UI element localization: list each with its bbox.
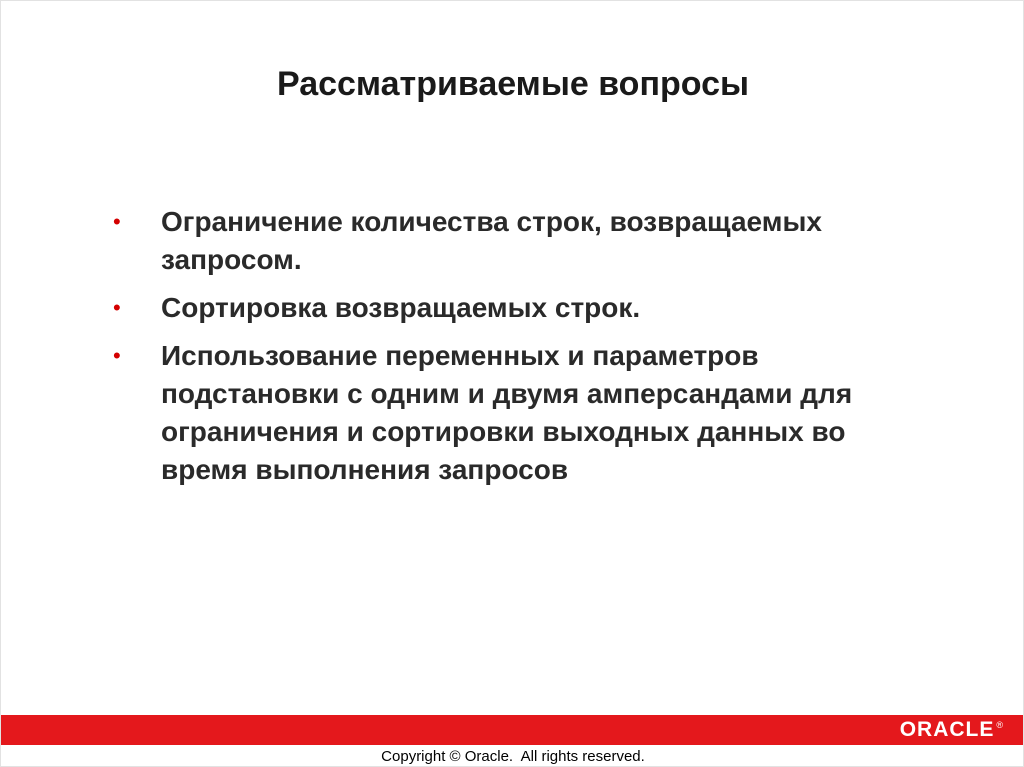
copyright-text: Copyright © Oracle. All rights reserved. <box>381 748 645 765</box>
footer-red-bar <box>1 715 1023 745</box>
oracle-logo <box>900 715 1003 745</box>
slide-title: Рассматриваемые вопросы <box>276 65 750 103</box>
bullet-marker: • <box>113 209 121 234</box>
bullet-marker: • <box>113 295 121 320</box>
bullet-marker: • <box>113 343 121 368</box>
bullet-item <box>113 337 913 489</box>
oracle-logo-text: ORACLE <box>899 718 995 741</box>
bullet-text: Сортировка возвращаемых строк. <box>161 292 641 323</box>
bullet-text: Ограничение количества строк, возвращаемых запросом. <box>161 206 822 275</box>
bullet-list <box>113 203 913 499</box>
bullet-item <box>113 289 913 327</box>
registered-mark: ® <box>996 720 1003 730</box>
bullet-item <box>113 203 913 279</box>
bullet-text: Использование переменных и параметров подстановки с одним и двумя амперсандами для ограничения и сортировки выходных данных во время выполнения запросов <box>161 340 853 485</box>
